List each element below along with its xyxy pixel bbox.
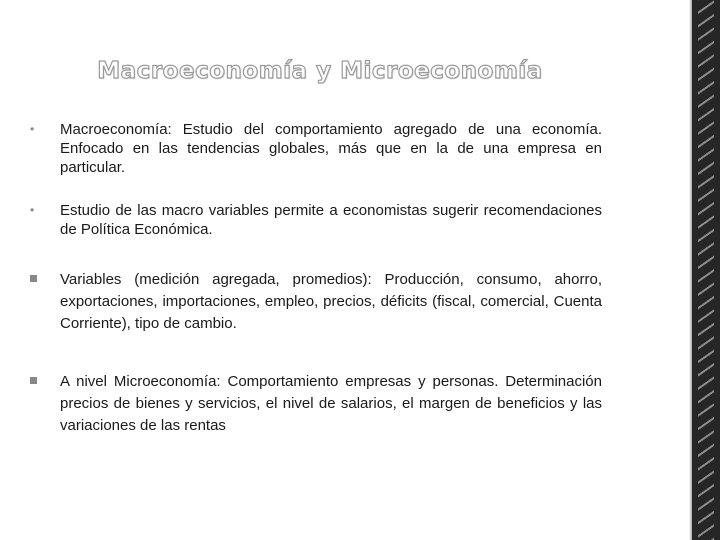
bullet-text: Variables (medición agregada, promedios): Producción, consumo, ahorro, exportaciones, importaciones, empleo, precios, déficits (fiscal, comercial, Cuenta Corriente), tipo de cambio. [60,271,602,332]
bullet-text: A nivel Microeconomía: Comportamiento empresas y personas. Determinación precios de bienes y servicios, el nivel de salarios, el margen de beneficios y las variaciones de las rentas [60,373,602,434]
right-frame-border [692,0,720,540]
square-bullet-icon [30,275,37,282]
decorative-dash-strip [698,0,714,540]
bullet-text: Macroeconomía: Estudio del comportamiento agregado de una economía. Enfocado en las tendencias globales, más que en la de una empresa en particular. [60,121,602,176]
bullet-text: Estudio de las macro variables permite a economistas sugerir recomendaciones de Política Económica. [60,202,602,238]
bullet-item-macro-variables [30,201,602,239]
bullet-item-macroeconomia [30,120,602,177]
bullet-list [30,120,602,437]
round-bullet-icon: • [30,203,35,217]
square-bullet-icon [30,377,37,384]
bullet-item-variables [30,269,602,335]
slide-title: Macroeconomía y Microeconomía [97,58,543,84]
round-bullet-icon: • [30,122,35,136]
bullet-item-microeconomia [30,371,602,437]
frame-shadow-edge [689,0,692,540]
